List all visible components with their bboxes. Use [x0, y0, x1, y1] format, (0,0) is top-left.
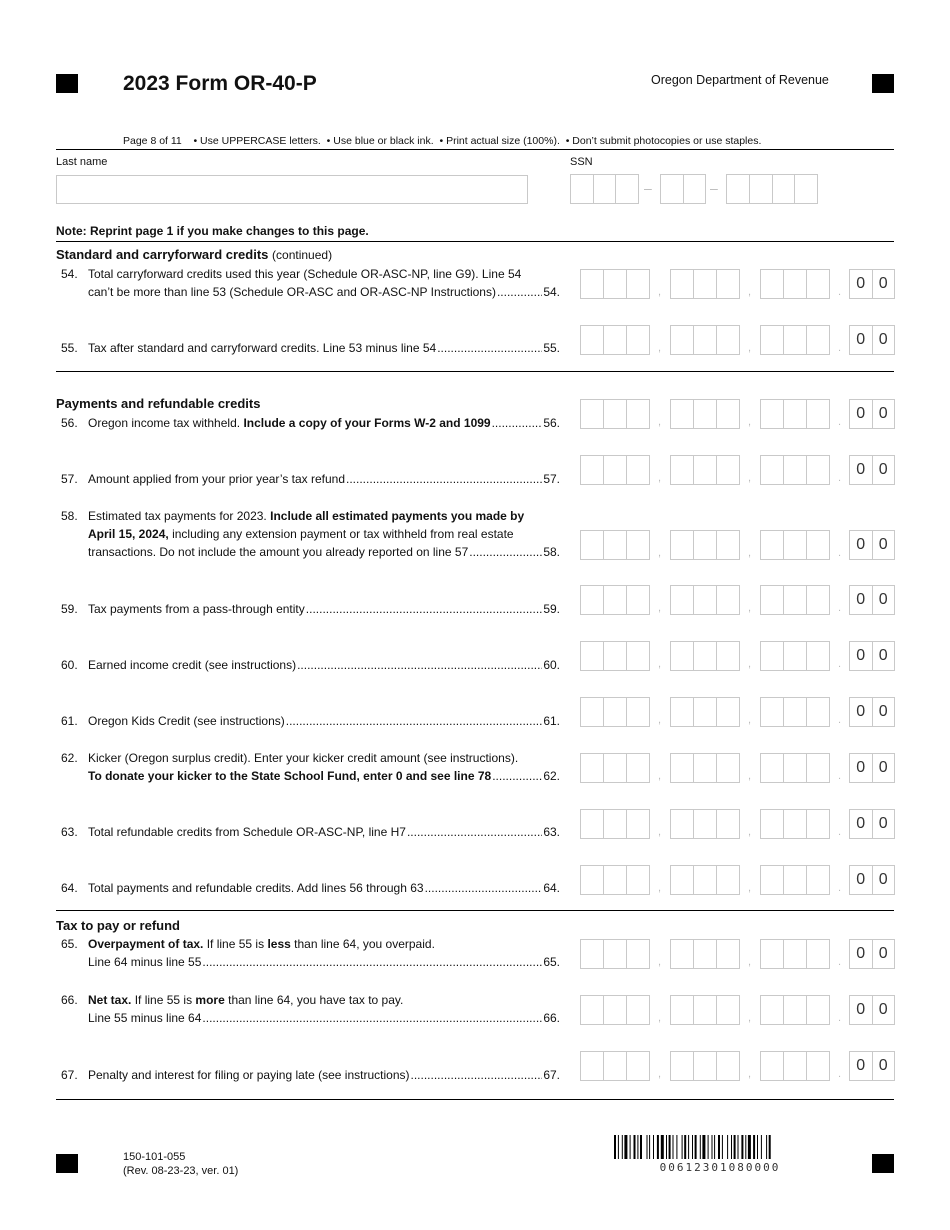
- line-63-amount-digits-group-3[interactable]: [760, 809, 830, 839]
- thousands-separator: ,: [748, 342, 752, 354]
- last-name-input[interactable]: [56, 175, 528, 204]
- decimal-point: .: [838, 602, 842, 614]
- line-56-amount-digits-group-2[interactable]: [670, 399, 740, 429]
- decimal-point: .: [838, 416, 842, 428]
- thousands-separator: ,: [658, 547, 662, 559]
- decimal-point: .: [838, 547, 842, 559]
- registration-mark-bottom-left: [56, 1154, 78, 1173]
- line-66-amount-digits-group-3[interactable]: [760, 995, 830, 1025]
- line-55-amount-digits-group-2[interactable]: [670, 325, 740, 355]
- ssn-part3-input[interactable]: [726, 174, 818, 204]
- line-64-amount-digits-group-3[interactable]: [760, 865, 830, 895]
- thousands-separator: ,: [658, 826, 662, 838]
- last-name-label: Last name: [56, 156, 108, 168]
- print-instructions: • Use UPPERCASE letters. • Use blue or black ink. • Print actual size (100%). • Don’t submit photocopies or use staples.: [193, 135, 762, 147]
- section-title-standard-credits: Standard and carryforward credits (continued): [56, 247, 333, 262]
- thousands-separator: ,: [658, 342, 662, 354]
- thousands-separator: ,: [748, 882, 752, 894]
- form-title: 2023 Form OR-40-P: [123, 72, 317, 95]
- thousands-separator: ,: [658, 770, 662, 782]
- registration-mark-top-left: [56, 74, 78, 93]
- thousands-separator: ,: [658, 1068, 662, 1080]
- ssn-label: SSN: [570, 156, 593, 168]
- line-57-amount-cents[interactable]: 0 0: [849, 455, 895, 485]
- line-58-amount-digits-group-3[interactable]: [760, 530, 830, 560]
- thousands-separator: ,: [748, 547, 752, 559]
- ssn-dash: –: [710, 180, 718, 196]
- form-footer: [123, 1150, 238, 1178]
- line-58-amount-digits-group-1[interactable]: [580, 530, 650, 560]
- line-61-amount-cents[interactable]: 0 0: [849, 697, 895, 727]
- decimal-point: .: [838, 770, 842, 782]
- section-rule: [56, 910, 894, 911]
- line-57-amount-digits-group-1[interactable]: [580, 455, 650, 485]
- decimal-point: .: [838, 472, 842, 484]
- line-65-amount-digits-group-1[interactable]: [580, 939, 650, 969]
- line-63-amount-digits-group-1[interactable]: [580, 809, 650, 839]
- thousands-separator: ,: [748, 602, 752, 614]
- thousands-separator: ,: [748, 1068, 752, 1080]
- line-63-amount-digits-group-2[interactable]: [670, 809, 740, 839]
- thousands-separator: ,: [658, 956, 662, 968]
- barcode-number: 00612301080000: [659, 1161, 781, 1174]
- thousands-separator: ,: [658, 658, 662, 670]
- ssn-part2-input[interactable]: [660, 174, 706, 204]
- line-62-amount-cents[interactable]: 0 0: [849, 753, 895, 783]
- bottom-rule: [56, 1099, 894, 1100]
- thousands-separator: ,: [748, 770, 752, 782]
- line-59-amount-digits-group-2[interactable]: [670, 585, 740, 615]
- registration-mark-top-right: [872, 74, 894, 93]
- ssn-dash: –: [644, 180, 652, 196]
- decimal-point: .: [838, 658, 842, 670]
- line-56-amount-digits-group-1[interactable]: [580, 399, 650, 429]
- section-rule: [56, 241, 894, 242]
- line-54-amount-cents[interactable]: 0 0: [849, 269, 895, 299]
- thousands-separator: ,: [748, 826, 752, 838]
- line-66-amount-cents[interactable]: 0 0: [849, 995, 895, 1025]
- header-rule: [56, 149, 894, 150]
- thousands-separator: ,: [658, 286, 662, 298]
- thousands-separator: ,: [748, 658, 752, 670]
- thousands-separator: ,: [658, 714, 662, 726]
- section-title-payments: Payments and refundable credits: [56, 396, 261, 411]
- decimal-point: .: [838, 342, 842, 354]
- thousands-separator: ,: [748, 286, 752, 298]
- line-55-amount-digits-group-3[interactable]: [760, 325, 830, 355]
- line-64-amount-digits-group-2[interactable]: [670, 865, 740, 895]
- thousands-separator: ,: [748, 1012, 752, 1024]
- page-info: [123, 135, 761, 147]
- line-57-amount-digits-group-2[interactable]: [670, 455, 740, 485]
- decimal-point: .: [838, 714, 842, 726]
- line-58-amount-cents[interactable]: 0 0: [849, 530, 895, 560]
- line-67-amount-digits-group-2[interactable]: [670, 1051, 740, 1081]
- thousands-separator: ,: [658, 1012, 662, 1024]
- line-65-amount-digits-group-3[interactable]: [760, 939, 830, 969]
- line-58-amount-digits-group-2[interactable]: [670, 530, 740, 560]
- line-64-amount-digits-group-1[interactable]: [580, 865, 650, 895]
- decimal-point: .: [838, 826, 842, 838]
- section-title-tax-to-pay: Tax to pay or refund: [56, 918, 180, 933]
- line-65-amount-digits-group-2[interactable]: [670, 939, 740, 969]
- line-55-amount-digits-group-1[interactable]: [580, 325, 650, 355]
- ssn-part1-input[interactable]: [570, 174, 639, 204]
- form-id: 150-101-055: [123, 1151, 186, 1163]
- page-number: Page 8 of 11: [123, 135, 182, 147]
- thousands-separator: ,: [748, 416, 752, 428]
- reprint-note: Note: Reprint page 1 if you make changes to this page.: [56, 224, 369, 238]
- line-56-amount-digits-group-3[interactable]: [760, 399, 830, 429]
- line-54-amount-digits-group-1[interactable]: [580, 269, 650, 299]
- thousands-separator: ,: [658, 882, 662, 894]
- line-61-amount-digits-group-2[interactable]: [670, 697, 740, 727]
- thousands-separator: ,: [658, 472, 662, 484]
- line-67-amount-digits-group-1[interactable]: [580, 1051, 650, 1081]
- section-rule: [56, 371, 894, 372]
- line-57-amount-digits-group-3[interactable]: [760, 455, 830, 485]
- decimal-point: .: [838, 286, 842, 298]
- thousands-separator: ,: [658, 602, 662, 614]
- line-62-amount-digits-group-1[interactable]: [580, 753, 650, 783]
- line-63-amount-cents[interactable]: 0 0: [849, 809, 895, 839]
- thousands-separator: ,: [748, 472, 752, 484]
- line-67-amount-cents[interactable]: 0 0: [849, 1051, 895, 1081]
- decimal-point: .: [838, 882, 842, 894]
- line-61-amount-digits-group-1[interactable]: [580, 697, 650, 727]
- line-54-amount-digits-group-3[interactable]: [760, 269, 830, 299]
- line-66-amount-digits-group-1[interactable]: [580, 995, 650, 1025]
- agency-name: Oregon Department of Revenue: [651, 73, 829, 87]
- line-54-amount-digits-group-2[interactable]: [670, 269, 740, 299]
- line-65-amount-cents[interactable]: 0 0: [849, 939, 895, 969]
- line-66-amount-digits-group-2[interactable]: [670, 995, 740, 1025]
- registration-mark-bottom-right: [872, 1154, 894, 1173]
- line-60-amount-digits-group-1[interactable]: [580, 641, 650, 671]
- line-59-amount-cents[interactable]: 0 0: [849, 585, 895, 615]
- line-55-amount-cents[interactable]: 0 0: [849, 325, 895, 355]
- thousands-separator: ,: [748, 956, 752, 968]
- line-64-amount-cents[interactable]: 0 0: [849, 865, 895, 895]
- line-59-amount-digits-group-1[interactable]: [580, 585, 650, 615]
- decimal-point: .: [838, 956, 842, 968]
- thousands-separator: ,: [748, 714, 752, 726]
- form-revision: (Rev. 08-23-23, ver. 01): [123, 1165, 239, 1177]
- line-60-amount-cents[interactable]: 0 0: [849, 641, 895, 671]
- line-56-amount-cents[interactable]: 0 0: [849, 399, 895, 429]
- line-67-amount-digits-group-3[interactable]: [760, 1051, 830, 1081]
- line-59-amount-digits-group-3[interactable]: [760, 585, 830, 615]
- decimal-point: .: [838, 1068, 842, 1080]
- thousands-separator: ,: [658, 416, 662, 428]
- line-62-amount-digits-group-2[interactable]: [670, 753, 740, 783]
- barcode-image: [614, 1135, 826, 1159]
- line-60-amount-digits-group-3[interactable]: [760, 641, 830, 671]
- line-60-amount-digits-group-2[interactable]: [670, 641, 740, 671]
- line-61-amount-digits-group-3[interactable]: [760, 697, 830, 727]
- decimal-point: .: [838, 1012, 842, 1024]
- line-62-amount-digits-group-3[interactable]: [760, 753, 830, 783]
